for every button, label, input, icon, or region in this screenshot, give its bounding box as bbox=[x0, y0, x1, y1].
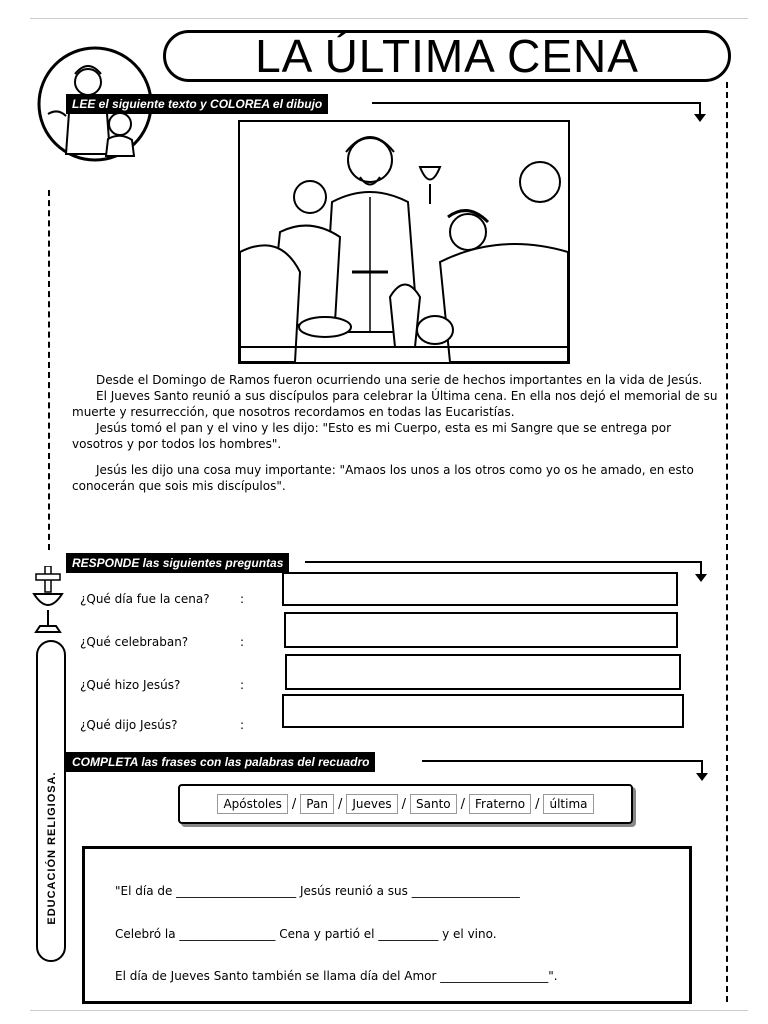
left-dashed-border bbox=[48, 190, 50, 550]
question-colon-4: : bbox=[240, 718, 245, 732]
word-bank-item: última bbox=[543, 794, 593, 814]
section-label-complete: COMPLETA las frases con las palabras del recuadro bbox=[66, 752, 375, 772]
right-dashed-border bbox=[726, 82, 728, 1002]
question-label-1: ¿Qué día fue la cena? bbox=[80, 592, 210, 606]
question-colon-3: : bbox=[240, 678, 245, 692]
word-bank-item: Santo bbox=[410, 794, 457, 814]
question-label-4: ¿Qué dijo Jesús? bbox=[80, 718, 178, 732]
word-bank-item: Pan bbox=[300, 794, 334, 814]
question-colon-1: : bbox=[240, 592, 245, 606]
bottom-rule bbox=[30, 1010, 748, 1011]
question-label-2: ¿Qué celebraban? bbox=[80, 635, 189, 649]
side-label: EDUCACIÓN RELIGIOSA. bbox=[46, 771, 58, 925]
word-separator: / bbox=[401, 796, 406, 812]
word-separator: / bbox=[337, 796, 343, 812]
section-rule-read bbox=[372, 102, 700, 104]
section-label-answer: RESPONDE las siguientes preguntas bbox=[66, 553, 289, 573]
page-title: LA ÚLTIMA CENA bbox=[255, 30, 639, 82]
top-rule bbox=[30, 18, 748, 19]
paragraph-2: El Jueves Santo reunió a sus discípulos para celebrar la Última cena. En ella nos dejó el memorial de su muerte y resurrección, que nosotros recordamos en todas las Eucaristías. bbox=[72, 389, 718, 419]
last-supper-illustration bbox=[238, 120, 570, 364]
question-label-3: ¿Qué hizo Jesús? bbox=[80, 678, 181, 692]
answer-field-4[interactable] bbox=[282, 694, 684, 728]
section-label-read: LEE el siguiente texto y COLOREA el dibujo bbox=[66, 94, 328, 114]
answer-field-1[interactable] bbox=[282, 572, 678, 606]
word-bank bbox=[178, 784, 633, 824]
paragraph-4: Jesús les dijo una cosa muy importante: "Amaos los unos a los otros como yo os he amado, en esto conocerán que sois mis discípulos". bbox=[72, 463, 694, 493]
section-rule-complete bbox=[422, 760, 702, 762]
word-bank-item: Fraterno bbox=[469, 794, 531, 814]
word-bank-item: Apóstoles bbox=[217, 794, 287, 814]
word-separator: / bbox=[291, 796, 297, 812]
word-separator: / bbox=[535, 796, 540, 812]
reading-text bbox=[72, 372, 724, 494]
answer-field-2[interactable] bbox=[284, 612, 678, 648]
section-rule-answer bbox=[305, 561, 701, 563]
fill-sentence-1[interactable]: "El día de ____________________ Jesús reunió a sus __________________ bbox=[115, 884, 520, 898]
word-separator: / bbox=[460, 796, 466, 812]
fill-in-box bbox=[82, 846, 692, 1004]
arrow-down-icon bbox=[694, 114, 706, 122]
fill-sentence-3[interactable]: El día de Jueves Santo también se llama día del Amor __________________". bbox=[115, 969, 558, 983]
word-bank-item: Jueves bbox=[346, 794, 397, 814]
answer-field-3[interactable] bbox=[285, 654, 681, 690]
cross-chalice-icon bbox=[28, 566, 68, 638]
fill-sentence-2[interactable]: Celebró la ________________ Cena y partió el __________ y el vino. bbox=[115, 927, 497, 941]
question-colon-2: : bbox=[240, 635, 245, 649]
arrow-down-icon bbox=[696, 773, 708, 781]
paragraph-3: Jesús tomó el pan y el vino y les dijo: "Esto es mi Cuerpo, esta es mi Sangre que se entrega por vosotros y por todos los hombres". bbox=[72, 421, 672, 451]
arrow-down-icon bbox=[695, 574, 707, 582]
title-box bbox=[163, 30, 731, 82]
paragraph-1: Desde el Domingo de Ramos fueron ocurriendo una serie de hechos importantes en la vida de Jesús. bbox=[96, 373, 703, 387]
